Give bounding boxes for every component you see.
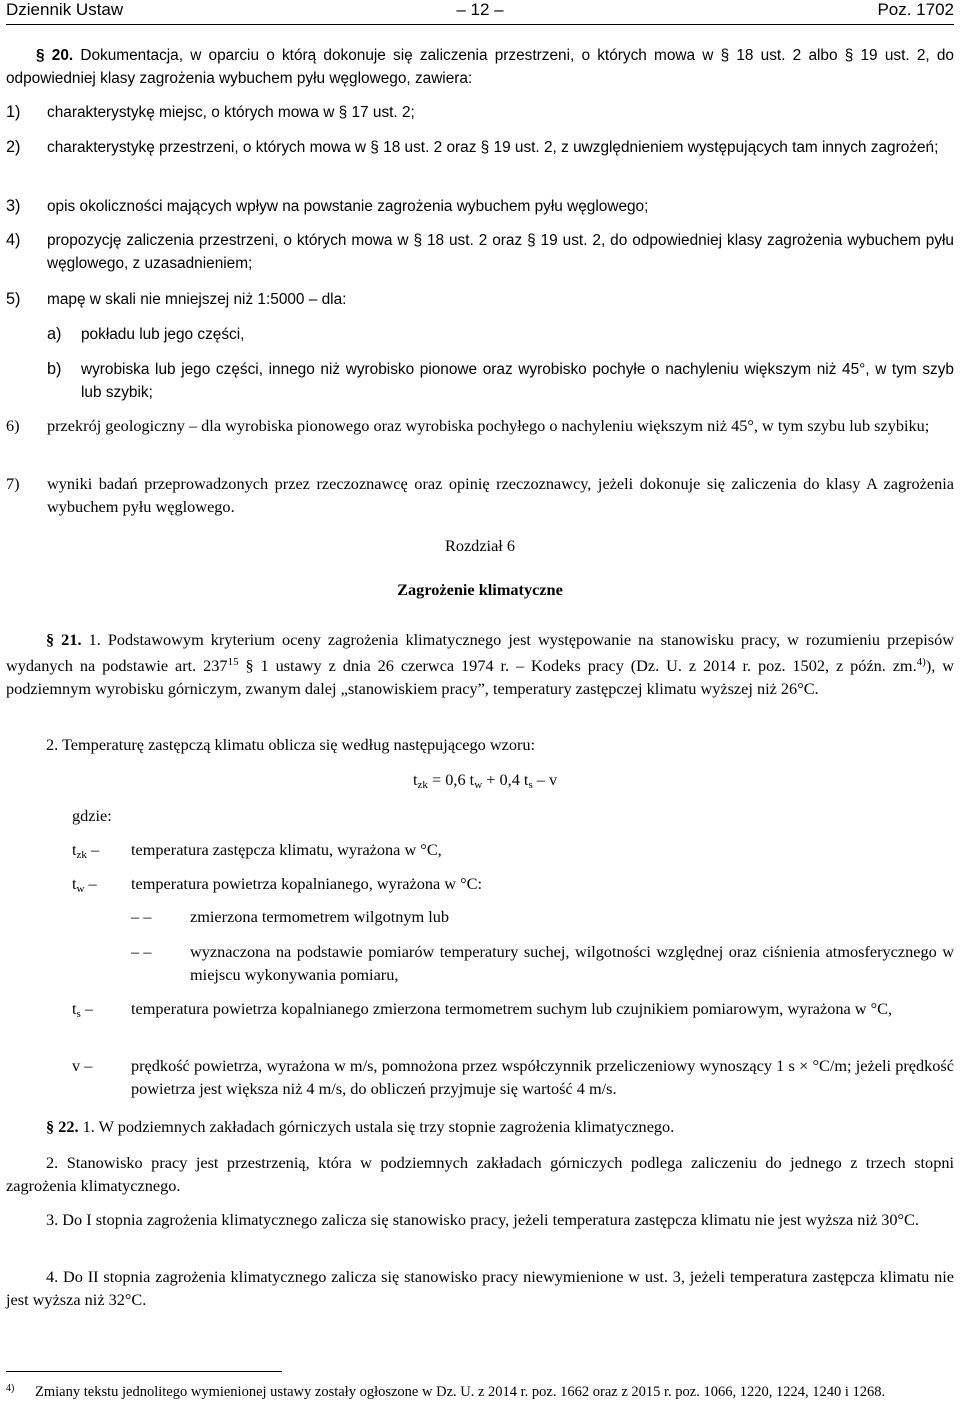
formula-subscript: zk (417, 779, 428, 791)
symbol-dash: – (84, 874, 97, 893)
chapter-number: Rozdział 6 (444, 536, 516, 555)
paragraph-21 (6, 628, 954, 700)
formula-part: = 0,6 t (427, 770, 475, 789)
symbol: v (72, 1056, 81, 1075)
item-number: 6) (6, 416, 20, 435)
formula-symbol: t (413, 770, 418, 789)
definition-symbol (72, 872, 97, 901)
symbol: t (72, 999, 77, 1018)
item-number: 2) (6, 138, 21, 156)
item-text: wyrobiska lub jego części, innego niż wyrobisko pionowe oraz wyrobisko pochyłe o nachyleniu większym niż 45°, w tym szyb lub szybik; (81, 361, 954, 401)
definition-text: prędkość powietrza, wyrażona w m/s, pomnożona przez współczynnik przeliczeniowy wynoszący 1 s × °C/m; jeżeli prędkość powietrza jest większa niż 4 m/s, do obliczeń przyjmuje się wartość 4 m/s. (131, 1056, 954, 1098)
item-text: opis okoliczności mających wpływ na powstanie zagrożenia wybuchem pyłu węglowego; (47, 198, 649, 215)
paragraph-text: Dokumentacja, w oparciu o którą dokonuje się zaliczenia przestrzeni, o których mowa w § 18 ust. 2 albo § 19 ust. 2, do odpowiedniej klasy zagrożenia wybuchem pyłu węglowego, zawiera: (6, 47, 954, 87)
paragraph-22-ust-2: 2. Stanowisko pracy jest przestrzenią, która w podziemnych zakładach górniczych podlega zaliczeniu do jednego z trzech stopni zagrożenia klimatycznego. (6, 1153, 954, 1195)
symbol: t (72, 840, 77, 859)
where-label: gdzie: (72, 806, 112, 825)
formula-subscript: w (474, 779, 483, 791)
footnote-reference: 4) (916, 656, 926, 668)
definition-symbol (72, 997, 93, 1026)
item-text: przekrój geologiczny – dla wyrobiska pionowego oraz wyrobiska pochyłego o nachyleniu większym niż 45°, w tym szybu lub szybiku; (47, 416, 930, 435)
paragraph-20 (6, 44, 954, 90)
paragraph-mark: § 20. (36, 47, 74, 64)
symbol-dash: – (86, 840, 100, 859)
definition-symbol (72, 1054, 92, 1083)
item-number: 7) (6, 474, 20, 493)
item-text: charakterystykę przestrzeni, o których mowa w § 18 ust. 2 oraz § 19 ust. 2, z uwzględnieniem występujących tam innych zagrożeń; (47, 139, 939, 156)
symbol-subscript: zk (76, 849, 87, 861)
formula (413, 768, 557, 797)
footnote-mark: 4) (6, 1383, 15, 1394)
header-rule (6, 24, 954, 25)
formula-subscript: s (528, 779, 533, 791)
item-text: wyniki badań przeprowadzonych przez rzeczoznawcę oraz opinię rzeczoznawcy, jeżeli dokonuje się zaliczenia do klasy A zagrożenia wybuchem pyłu węglowego. (47, 474, 954, 516)
paragraph-mark: § 21. (46, 630, 82, 649)
sub-definition-text: zmierzona termometrem wilgotnym lub (190, 907, 450, 926)
paragraph-22 (6, 1115, 954, 1138)
footnote-text: Zmiany tekstu jednolitego wymienionej ustawy zostały ogłoszone w Dz. U. z 2014 r. poz. 1662 oraz z 2015 r. poz. 1066, 1220, 1224, 1240 i 1268. (35, 1384, 886, 1400)
symbol-dash: – (80, 1056, 93, 1075)
paragraph-text: 1. W podziemnych zakładach górniczych ustala się trzy stopnie zagrożenia klimatycznego. (82, 1117, 675, 1136)
sub-dash: – – (131, 942, 152, 961)
paragraph-text: 1. Podstawowym kryterium oceny zagrożenia klimatycznego jest występowanie na stanowisku pracy, w rozumieniu przepisów wydanych na podstawie art. 237 (6, 630, 954, 675)
symbol-dash: – (80, 999, 94, 1018)
item-text: mapę w skali nie mniejszej niż 1:5000 – dla: (47, 291, 347, 308)
item-text: propozycję zaliczenia przestrzeni, o których mowa w § 18 ust. 2 oraz § 19 ust. 2, do odpowiedniej klasy zagrożenia wybuchem pyłu węglowego, z uzasadnieniem; (47, 232, 954, 272)
paragraph-mark: § 22. (46, 1117, 79, 1136)
item-number: 1) (6, 103, 21, 121)
page-header (6, 0, 954, 22)
symbol-subscript: w (76, 883, 85, 895)
item-number: 5) (6, 290, 21, 308)
item-number: 4) (6, 231, 21, 249)
item-number: 3) (6, 197, 21, 215)
formula-part: – v (532, 770, 558, 789)
definition-text: temperatura zastępcza klimatu, wyrażona w °C, (131, 840, 442, 859)
item-text: pokładu lub jego części, (81, 326, 245, 343)
symbol-subscript: s (76, 1008, 81, 1020)
paragraph-text: ), w podziemnym wyrobisku górniczym, zwanym dalej „stanowiskiem pracy”, temperatury zastępczej klimatu wyższej niż 26°C. (6, 656, 954, 698)
chapter-title: Zagrożenie klimatyczne (397, 580, 563, 599)
definition-text: temperatura powietrza kopalnianego zmierzona termometrem suchym lub czujnikiem pomiarowym, wyrażona w °C, (131, 999, 893, 1018)
item-text: charakterystykę miejsc, o których mowa w § 17 ust. 2; (47, 104, 415, 121)
paragraph-22-ust-3: 3. Do I stopnia zagrożenia klimatycznego zalicza się stanowisko pracy, jeżeli temperatura zastępcza klimatu nie jest wyższa niż 30°C. (46, 1210, 919, 1229)
formula-part: + 0,4 t (482, 770, 529, 789)
item-letter: b) (47, 360, 62, 378)
article-superscript: 15 (227, 656, 239, 668)
paragraph-21-ust-2: 2. Temperaturę zastępczą klimatu oblicza się według następującego wzoru: (46, 735, 536, 754)
paragraph-text: § 1 ustawy z dnia 26 czerwca 1974 r. – Kodeks pracy (Dz. U. z 2014 r. poz. 1502, z późn. zm. (238, 656, 917, 675)
position-number: Poz. 1702 (877, 0, 954, 19)
footnote-rule (6, 1371, 282, 1372)
symbol: t (72, 874, 77, 893)
journal-name: Dziennik Ustaw (6, 0, 124, 19)
sub-dash: – – (131, 907, 152, 926)
page-number: – 12 – (456, 0, 504, 19)
definition-text: temperatura powietrza kopalnianego, wyrażona w °C: (131, 874, 482, 893)
sub-definition-text: wyznaczona na podstawie pomiarów temperatury suchej, wilgotności względnej oraz ciśnienia atmosferycznego w miejscu wykonywania pomiaru, (190, 942, 954, 984)
paragraph-22-ust-4: 4. Do II stopnia zagrożenia klimatycznego zalicza się stanowisko pracy niewymienione w ust. 3, jeżeli temperatura zastępcza klimatu nie jest wyższa niż 32°C. (6, 1267, 954, 1309)
definition-symbol (72, 838, 99, 867)
item-letter: a) (47, 325, 62, 343)
